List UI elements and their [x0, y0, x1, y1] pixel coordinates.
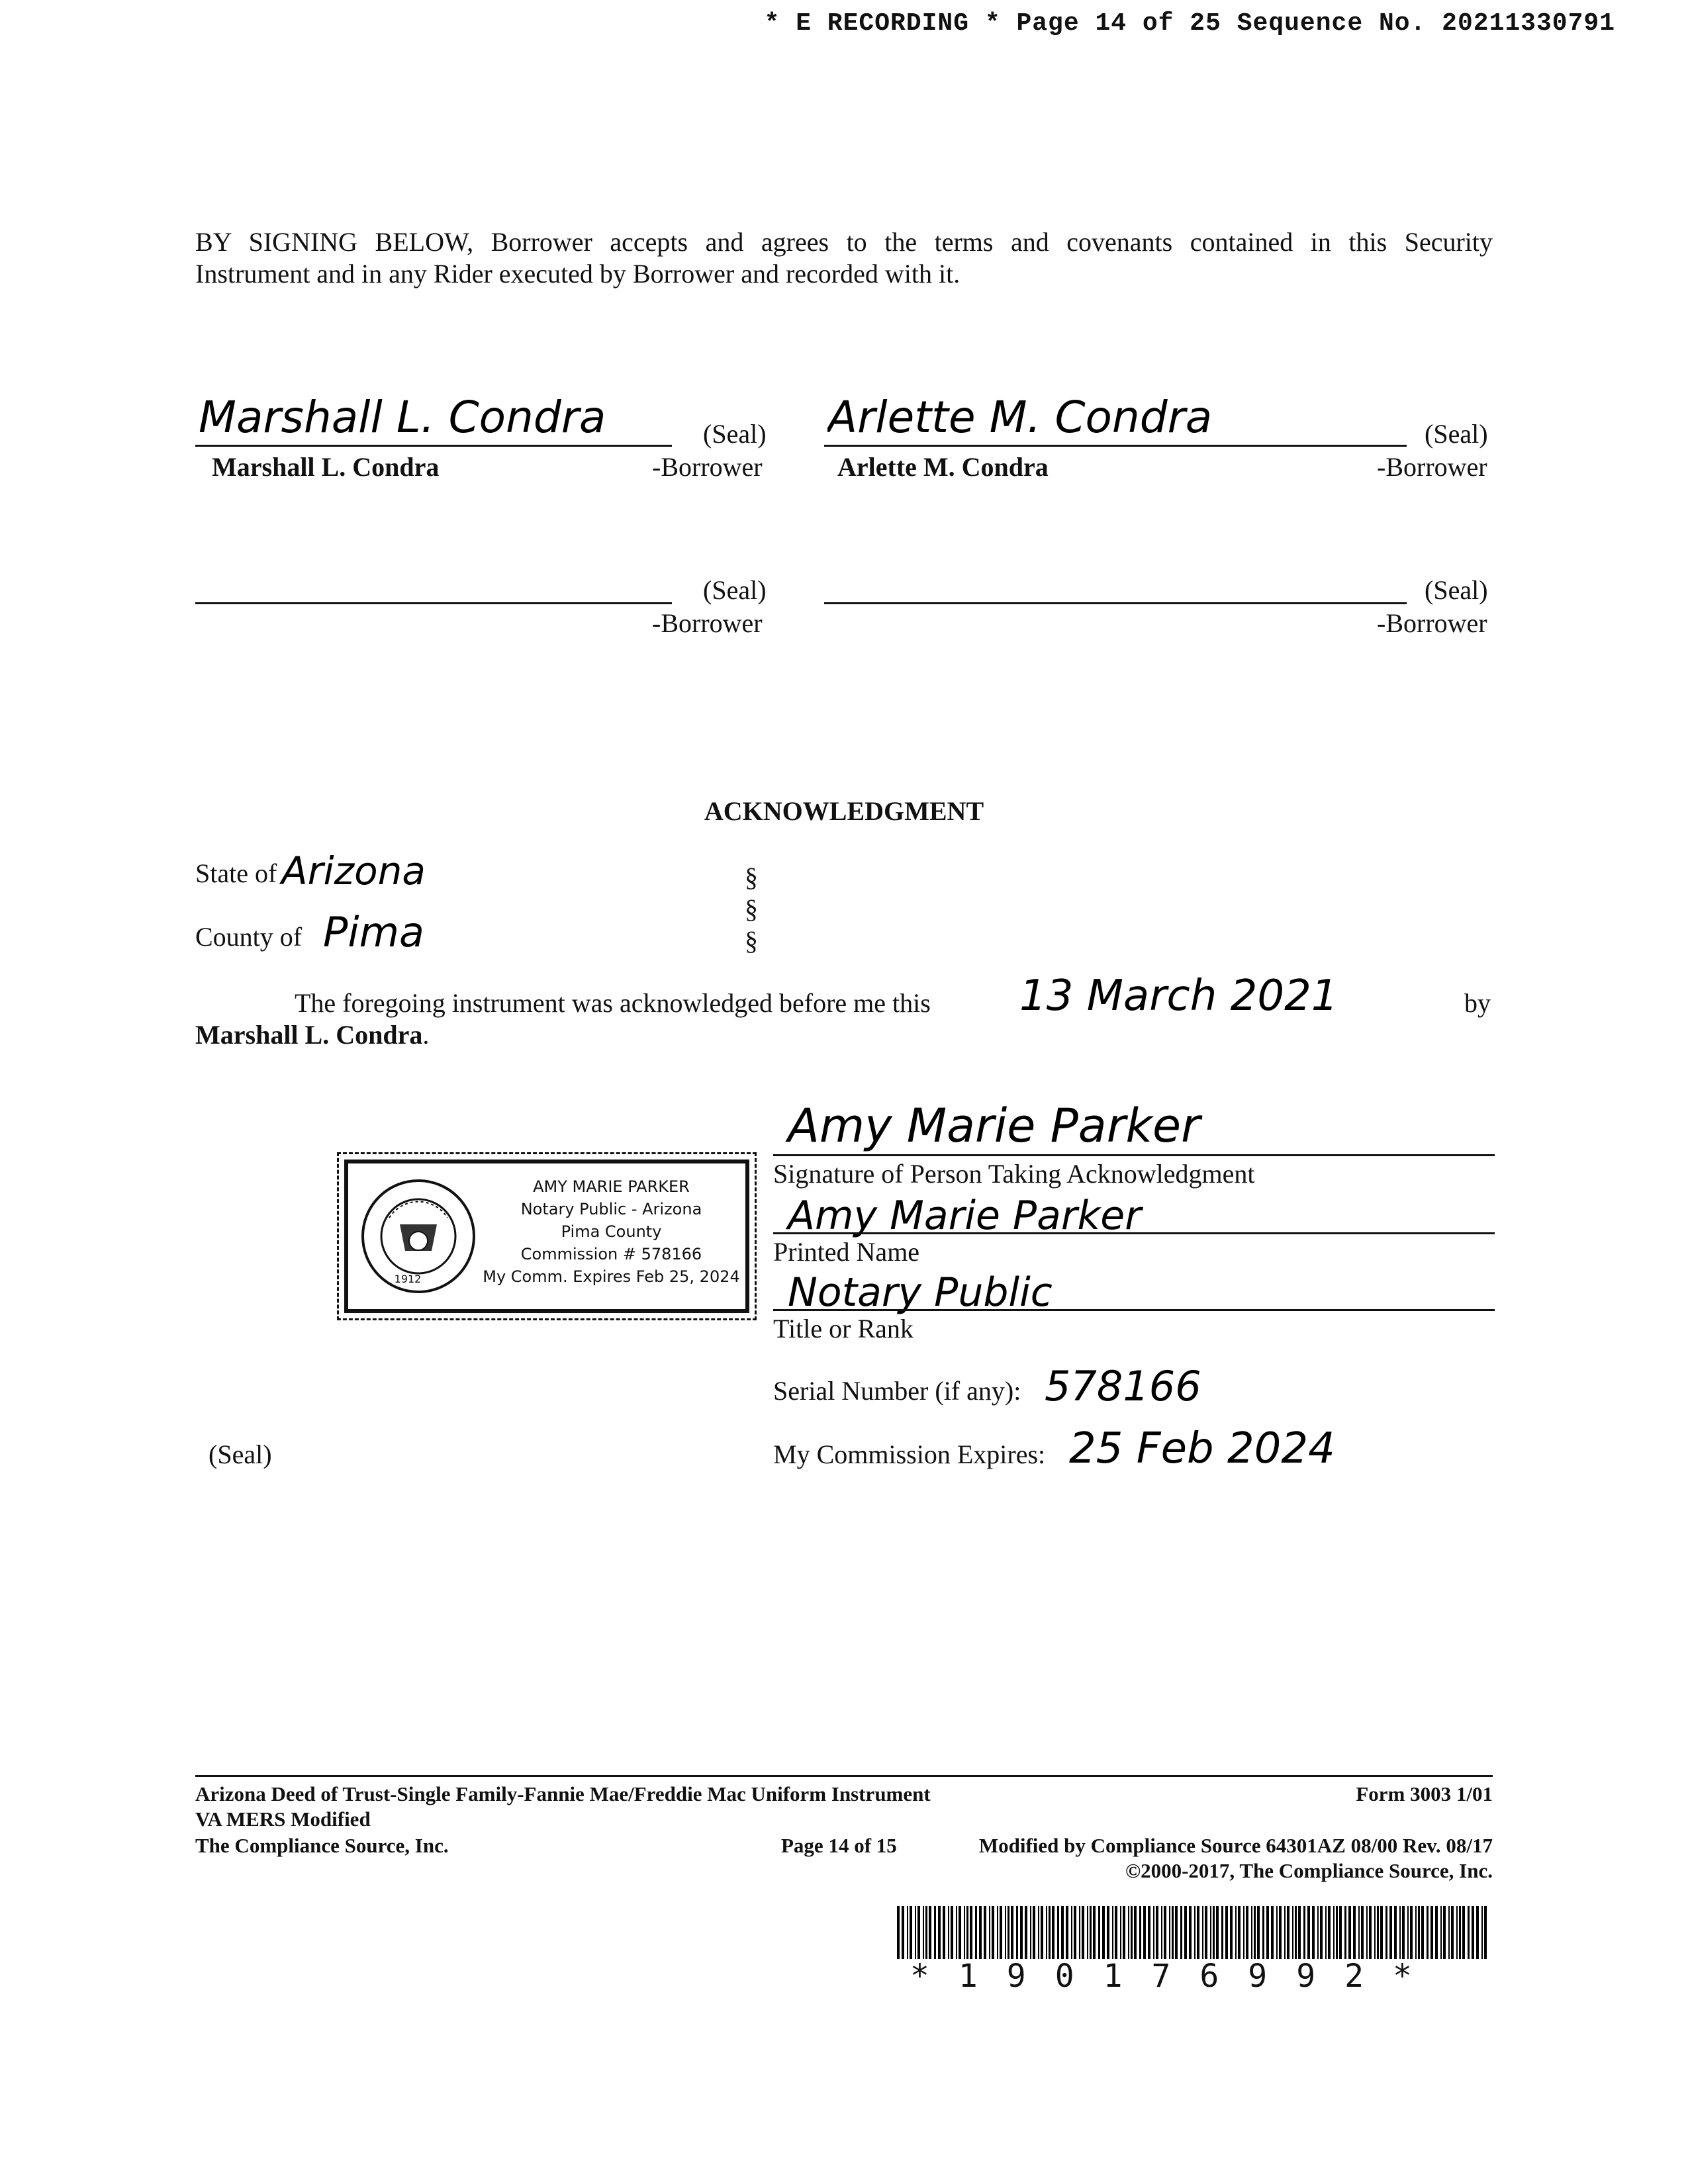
barcode-bar [1430, 1906, 1433, 1959]
printed-name-line [773, 1232, 1495, 1234]
barcode-bar [1333, 1906, 1335, 1959]
notary-signature: Amy Marie Parker [788, 1099, 1200, 1153]
barcode-bar [1230, 1906, 1233, 1959]
barcode-bar [907, 1906, 908, 1959]
barcode-bar [951, 1906, 953, 1959]
barcode-bar [1175, 1906, 1178, 1959]
borrower-4-signature-line [824, 602, 1407, 604]
barcode-bar [1153, 1906, 1154, 1959]
state-value: Arizona [281, 848, 426, 893]
notary-title-value: Notary Public [788, 1269, 1053, 1316]
barcode-bar [1030, 1906, 1031, 1959]
barcode-bar [902, 1906, 904, 1959]
barcode-bar [1462, 1906, 1465, 1959]
barcode-bar [1344, 1906, 1346, 1959]
barcode-bar [925, 1906, 927, 1959]
barcode-bar [1298, 1906, 1301, 1959]
barcode-bar [1348, 1906, 1351, 1959]
barcode-icon [897, 1906, 1493, 1963]
barcode-bar [1033, 1906, 1035, 1959]
barcode-bar [1194, 1906, 1196, 1959]
title-line [773, 1309, 1495, 1311]
barcode-bar [910, 1906, 912, 1959]
stamp-expiration: My Comm. Expires Feb 25, 2024 [483, 1267, 740, 1286]
barcode-bar [1262, 1906, 1264, 1959]
stamp-commission: Commission # 578166 [520, 1245, 702, 1263]
barcode-bar [897, 1906, 900, 1959]
barcode-bar [1325, 1906, 1327, 1959]
commission-value: 25 Feb 2024 [1069, 1424, 1335, 1473]
barcode-bar [1257, 1906, 1260, 1959]
barcode-bar [934, 1906, 936, 1959]
footer-form-title: Arizona Deed of Trust-Single Family-Fannie Mae/Freddie Mac Uniform Instrument [195, 1782, 931, 1805]
section-mark-3: § [745, 926, 758, 956]
barcode-bar [1202, 1906, 1203, 1959]
barcode-bar [1005, 1906, 1006, 1959]
stamp-name: AMY MARIE PARKER [533, 1177, 690, 1196]
borrower-2-seal: (Seal) [1425, 419, 1488, 449]
barcode-bar [1221, 1906, 1223, 1959]
borrower-3-seal: (Seal) [703, 575, 767, 605]
barcode-bar [1082, 1906, 1084, 1959]
barcode-bar [1320, 1906, 1323, 1959]
barcode-bar [1472, 1906, 1474, 1959]
barcode-bar [992, 1906, 994, 1959]
acknowledgment-date: 13 March 2021 [1019, 972, 1338, 1021]
barcode-bar [1115, 1906, 1117, 1959]
barcode-bar [1074, 1906, 1076, 1959]
barcode-bar [1380, 1906, 1383, 1959]
acknowledgment-sentence: The foregoing instrument was acknowledged before me this [295, 988, 931, 1018]
barcode-bar [1090, 1906, 1092, 1959]
section-mark-1: § [745, 862, 758, 892]
notary-seal-label: (Seal) [209, 1439, 272, 1469]
notary-stamp [344, 1160, 749, 1313]
barcode-bar [1317, 1906, 1319, 1959]
barcode-bar [1225, 1906, 1228, 1959]
barcode-bar [1148, 1906, 1150, 1959]
barcode-bar [1189, 1906, 1192, 1959]
barcode-bar [1394, 1906, 1397, 1959]
barcode-bar [1139, 1906, 1141, 1959]
barcode-bar [966, 1906, 968, 1959]
barcode-bar [929, 1906, 931, 1959]
barcode-bar [1046, 1906, 1047, 1959]
barcode-bar [1079, 1906, 1080, 1959]
barcode-bar [1098, 1906, 1100, 1959]
borrower-2-signature: Arlette M. Condra [827, 392, 1213, 443]
notary-signature-label: Signature of Person Taking Acknowledgment [773, 1159, 1255, 1189]
borrower-2-role: -Borrower [1377, 452, 1487, 482]
borrower-1-seal: (Seal) [703, 419, 767, 449]
barcode-bar [1164, 1906, 1166, 1959]
footer-va-line: VA MERS Modified [195, 1807, 371, 1831]
barcode-bar [1112, 1906, 1113, 1959]
barcode-bar [1279, 1906, 1282, 1959]
notary-signature-line [773, 1154, 1495, 1156]
footer-page: Page 14 of 15 [781, 1834, 897, 1857]
barcode-bar [1038, 1906, 1039, 1959]
barcode-bar [1266, 1906, 1269, 1959]
serial-label: Serial Number (if any): [773, 1376, 1021, 1406]
recording-header: * E RECORDING * Page 14 of 25 Sequence No. 20211330791 [764, 9, 1615, 38]
borrower-1-role: -Borrower [652, 452, 763, 482]
barcode-bar [1197, 1906, 1199, 1959]
footer-modified: Modified by Compliance Source 64301AZ 08/00 Rev. 08/17 [978, 1834, 1493, 1857]
barcode-bar [1123, 1906, 1125, 1959]
barcode-bar [1216, 1906, 1219, 1959]
barcode-bar [1271, 1906, 1274, 1959]
barcode-bar [1057, 1906, 1059, 1959]
barcode-bar [1312, 1906, 1315, 1959]
barcode-bar [1143, 1906, 1146, 1959]
barcode-bar [1287, 1906, 1289, 1959]
barcode-bar [1377, 1906, 1379, 1959]
barcode-bar [1235, 1906, 1237, 1959]
barcode-bar [1161, 1906, 1162, 1959]
seal-year: 1912 [394, 1273, 422, 1285]
barcode-bar [1407, 1906, 1409, 1959]
barcode-bar [1016, 1906, 1018, 1959]
barcode-bar [1328, 1906, 1331, 1959]
barcode-bar [1071, 1906, 1072, 1959]
footer-rule [195, 1775, 1493, 1777]
barcode-bar [1041, 1906, 1043, 1959]
stamp-title: Notary Public - Arizona [520, 1200, 702, 1218]
barcode-bar [943, 1906, 945, 1959]
acknowledgment-title: ACKNOWLEDGMENT [704, 796, 984, 826]
barcode-bar [979, 1906, 982, 1959]
barcode-bar [959, 1906, 961, 1959]
barcode-bar [1131, 1906, 1133, 1959]
barcode-bar [1435, 1906, 1438, 1959]
barcode-bar [964, 1906, 965, 1959]
barcode-bar [1169, 1906, 1170, 1959]
barcode-bar [1468, 1906, 1470, 1959]
barcode-bar [1052, 1906, 1055, 1959]
barcode-bar [1251, 1906, 1252, 1959]
borrower-2-signature-line [824, 445, 1407, 447]
barcode-bar [1008, 1906, 1009, 1959]
barcode-bar [915, 1906, 916, 1959]
stamp-county: Pima County [561, 1222, 662, 1241]
barcode-bar [1180, 1906, 1182, 1959]
barcode-bar [1476, 1906, 1479, 1959]
barcode-bar [970, 1906, 972, 1959]
barcode-bar [989, 1906, 990, 1959]
barcode-bar [1061, 1906, 1064, 1959]
barcode-bar [1243, 1906, 1244, 1959]
barcode-bar [1210, 1906, 1211, 1959]
barcode-bar [1011, 1906, 1013, 1959]
barcode-bar [1107, 1906, 1109, 1959]
barcode-bar [948, 1906, 949, 1959]
barcode-bar [1385, 1906, 1387, 1959]
barcode-bar [1156, 1906, 1158, 1959]
barcode-bar [1087, 1906, 1088, 1959]
barcode-bar [997, 1906, 998, 1959]
barcode-bar [1443, 1906, 1446, 1959]
barcode-bar [1366, 1906, 1368, 1959]
barcode-bar [1459, 1906, 1461, 1959]
title-label: Title or Rank [773, 1314, 914, 1343]
barcode-bar [1369, 1906, 1372, 1959]
acknowledgment-by: by [1464, 988, 1491, 1018]
barcode-bar [1205, 1906, 1207, 1959]
acknowledged-person-period: . [422, 1020, 430, 1050]
barcode-bar [1336, 1906, 1338, 1959]
barcode-bar [1427, 1906, 1429, 1959]
barcode-bar [1172, 1906, 1174, 1959]
commission-label: My Commission Expires: [773, 1439, 1046, 1469]
barcode-bar [975, 1906, 977, 1959]
barcode-bar [1049, 1906, 1051, 1959]
barcode-bar [917, 1906, 920, 1959]
state-label: State of [195, 858, 277, 888]
barcode-bar [1402, 1906, 1405, 1959]
barcode-bar [1440, 1906, 1442, 1959]
barcode-bar [1128, 1906, 1129, 1959]
notary-printed-name: Amy Marie Parker [788, 1193, 1141, 1239]
footer-company: The Compliance Source, Inc. [195, 1834, 449, 1857]
barcode-bar [1484, 1906, 1487, 1959]
barcode-bar [1410, 1906, 1413, 1959]
footer-form-number: Form 3003 1/01 [1356, 1782, 1493, 1805]
borrower-3-signature-line [195, 602, 672, 604]
barcode-bar [1120, 1906, 1121, 1959]
barcode-bar [1448, 1906, 1450, 1959]
borrower-4-role: -Borrower [1377, 608, 1487, 638]
borrower-4-seal: (Seal) [1425, 575, 1488, 605]
borrower-2-name: Arlette M. Condra [837, 452, 1049, 482]
barcode-digits: *190176992* [910, 1958, 1441, 1995]
serial-value: 578166 [1045, 1362, 1201, 1410]
barcode-bar [1238, 1906, 1241, 1959]
borrower-1-signature-line [195, 445, 672, 447]
barcode-bar [1456, 1906, 1458, 1959]
barcode-bar [1339, 1906, 1342, 1959]
barcode-bar [923, 1906, 924, 1959]
barcode-bar [984, 1906, 986, 1959]
barcode-bar [956, 1906, 957, 1959]
county-value: Pima [323, 908, 425, 956]
barcode-bar [1000, 1906, 1002, 1959]
borrower-1-signature: Marshall L. Condra [199, 392, 606, 443]
barcode-bar [1374, 1906, 1376, 1959]
borrower-3-role: -Borrower [652, 608, 763, 638]
barcode-bar [1093, 1906, 1096, 1959]
barcode-bar [1292, 1906, 1293, 1959]
barcode-bar [1307, 1906, 1310, 1959]
barcode-bar [1295, 1906, 1297, 1959]
barcode-bar [1415, 1906, 1417, 1959]
barcode-bar [1213, 1906, 1215, 1959]
intro-line-2: Instrument and in any Rider executed by Borrower and recorded with it. [195, 259, 961, 289]
barcode-bar [1066, 1906, 1068, 1959]
barcode-bar [1284, 1906, 1286, 1959]
barcode-bar [1254, 1906, 1256, 1959]
intro-line-1: BY SIGNING BELOW, Borrower accepts and agrees to the terms and covenants contained in this Security [195, 227, 1493, 257]
barcode-bar [1421, 1906, 1424, 1959]
barcode-bar [1481, 1906, 1483, 1959]
section-mark-2: § [745, 894, 758, 924]
barcode-bar [1399, 1906, 1401, 1959]
barcode-bar [1020, 1906, 1023, 1959]
barcode-bar [1276, 1906, 1278, 1959]
barcode-bar [938, 1906, 941, 1959]
barcode-bar [1303, 1906, 1305, 1959]
barcode-bar [1361, 1906, 1364, 1959]
barcode-bar [1134, 1906, 1137, 1959]
borrower-1-name: Marshall L. Condra [212, 452, 440, 482]
barcode-bar [1358, 1906, 1360, 1959]
footer-copyright: ©2000-2017, The Compliance Source, Inc. [1125, 1859, 1493, 1882]
barcode-bar [1102, 1906, 1105, 1959]
barcode-bar [1025, 1906, 1027, 1959]
printed-name-label: Printed Name [773, 1237, 920, 1267]
barcode-bar [1246, 1906, 1248, 1959]
county-label: County of [195, 922, 303, 952]
barcode-bar [1353, 1906, 1356, 1959]
barcode-bar [1418, 1906, 1420, 1959]
barcode-bar [1184, 1906, 1187, 1959]
acknowledged-person: Marshall L. Condra [195, 1020, 423, 1050]
barcode-bar [1451, 1906, 1454, 1959]
barcode-bar [1389, 1906, 1392, 1959]
